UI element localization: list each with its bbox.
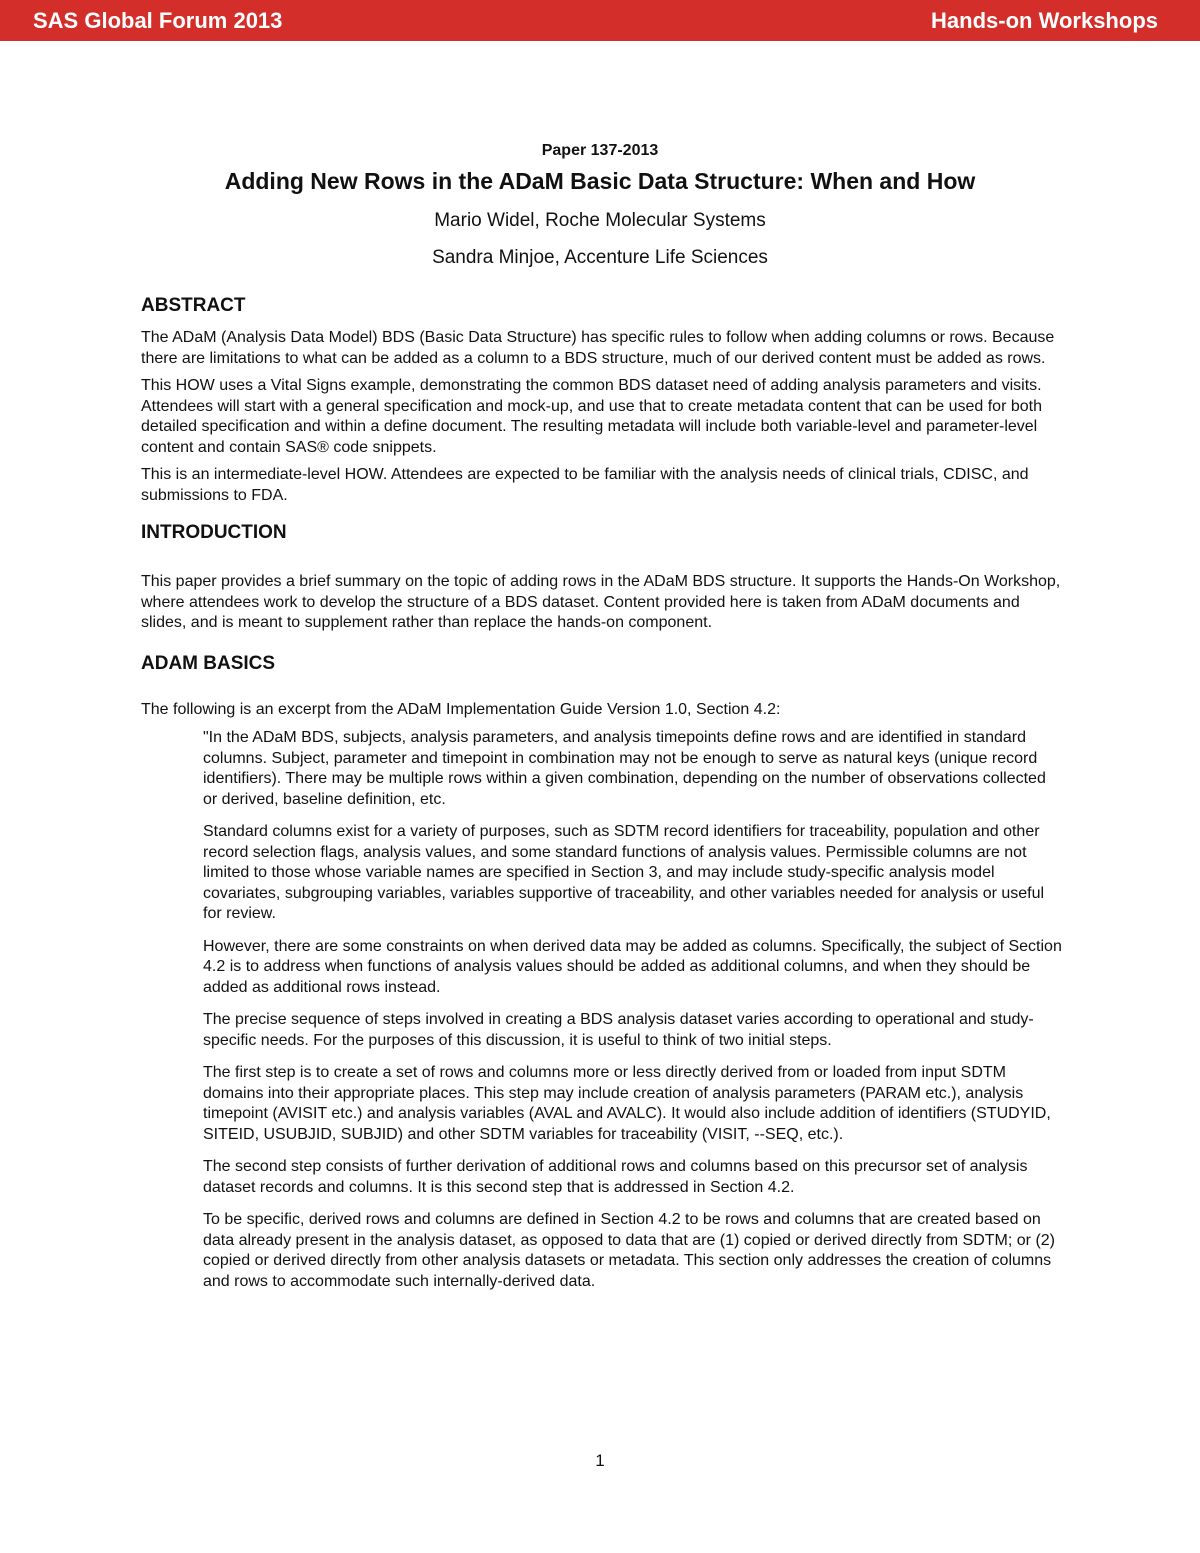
author-2: Sandra Minjoe, Accenture Life Sciences (432, 247, 768, 268)
introduction-paragraph: This paper provides a brief summary on the topic of adding rows in the ADaM BDS structure. It supports the Hands-On Workshop, where attendees work to develop the structure of a BDS dataset. Content provided here is taken from ADaM documents and slides, and is meant to supplement rather than replace the hands-on component. (141, 573, 1061, 631)
author-1: Mario Widel, Roche Molecular Systems (434, 210, 766, 231)
quote-paragraph-5: The first step is to create a set of rows and columns more or less directly derived from or loaded from input SDTM domains into their appropriate places. This step may include creation of analysis parameters (PARAM etc.), analysis timepoint (AVISIT etc.) and analysis variables (AVAL and AVALC). It would also include addition of identifiers (STUDYID, SITEID, USUBJID, SUBJID) and other SDTM variables for traceability (VISIT, --SEQ, etc.). (203, 1064, 1051, 1143)
track-name: Hands-on Workshops (931, 8, 1158, 33)
quote-paragraph-1: "In the ADaM BDS, subjects, analysis parameters, and analysis timepoints define rows and are identified in standard columns. Subject, parameter and timepoint in combination may not be enough to serve as natural keys (unique record identifiers). There may be multiple rows within a given combination, depending on the number of observations collected or derived, baseline definition, etc. (203, 729, 1046, 808)
abstract-heading: ABSTRACT (141, 295, 246, 316)
quote-paragraph-2: Standard columns exist for a variety of purposes, such as SDTM record identifiers for traceability, population and other record selection flags, analysis values, and some standard functions of analysis values. Permissible columns are not limited to those whose variable names are specified in Section 3, and may include study-specific analysis model covariates, subgrouping variables, variables supportive of traceability, and other variables needed for analysis or useful for review. (203, 823, 1045, 922)
excerpt-intro: The following is an excerpt from the ADaM Implementation Guide Version 1.0, Section 4.2: (141, 700, 781, 718)
conference-name: SAS Global Forum 2013 (33, 8, 283, 33)
quote-paragraph-3: However, there are some constraints on when derived data may be added as columns. Specifically, the subject of Section 4.2 is to address when functions of analysis values should be added as additional columns, and when they should be added as additional rows instead. (203, 937, 1062, 996)
quote-paragraph-7: To be specific, derived rows and columns are defined in Section 4.2 to be rows and columns that are created based on data already present in the analysis dataset, as opposed to data that are (1) copied or derived directly from SDTM; or (2) copied or derived directly from other analysis datasets or metadata. This section only addresses the creation of columns and rows to accommodate such internally-derived data. (203, 1211, 1055, 1290)
abstract-paragraph-2: This HOW uses a Vital Signs example, demonstrating the common BDS dataset need of adding analysis parameters and visits. Attendees will start with a general specification and mock-up, and use that to create metadata content that can be used for both detailed specification and within a define document. The resulting metadata will include both variable-level and parameter-level content and contain SAS® code snippets. (141, 377, 1042, 456)
conference-banner (0, 0, 1200, 41)
paper-title: Adding New Rows in the ADaM Basic Data Structure: When and How (224, 168, 976, 194)
ig-excerpt-blockquote (203, 728, 1063, 1292)
abstract-paragraph-1: The ADaM (Analysis Data Model) BDS (Basic Data Structure) has specific rules to follow when adding columns or rows. Because there are limitations to what can be added as a column to a BDS structure, much of our derived content must be added as rows. (141, 329, 1055, 367)
abstract-paragraph-3: This is an intermediate-level HOW. Attendees are expected to be familiar with the analysis needs of clinical trials, CDISC, and submissions to FDA. (141, 466, 1029, 504)
quote-paragraph-6: The second step consists of further derivation of additional rows and columns based on this precursor set of analysis dataset records and columns. It is this second step that is addressed in Section 4.2. (203, 1158, 1028, 1196)
quote-paragraph-4: The precise sequence of steps involved in creating a BDS analysis dataset varies according to operational and study-specific needs. For the purposes of this discussion, it is useful to think of two initial steps. (203, 1011, 1034, 1049)
paper-number: Paper 137-2013 (541, 142, 659, 159)
introduction-heading: INTRODUCTION (141, 522, 287, 543)
adam-basics-heading: ADAM BASICS (141, 652, 276, 674)
paper-body (141, 294, 1063, 1304)
page-number: 1 (595, 1451, 605, 1470)
